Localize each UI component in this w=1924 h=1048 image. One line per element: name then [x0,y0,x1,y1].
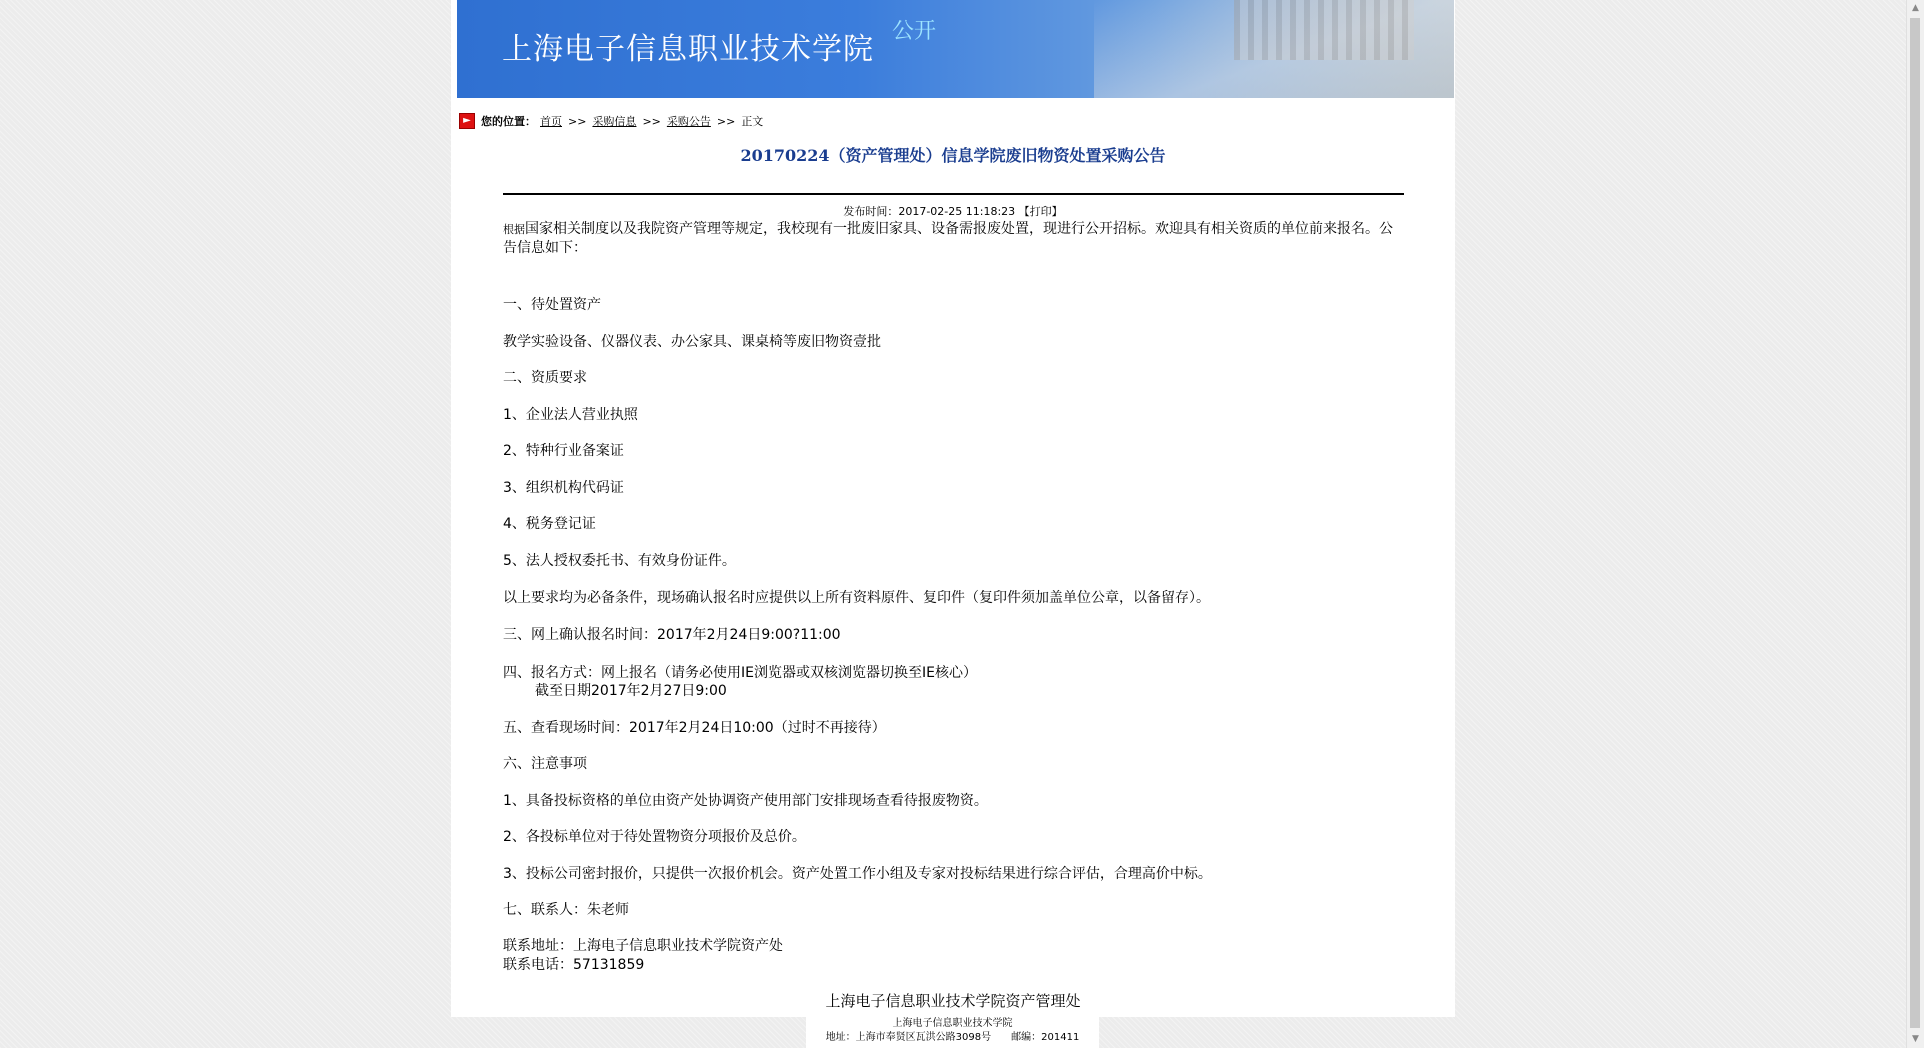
page-container [451,0,1455,1017]
breadcrumb-separator: >> [642,114,661,128]
breadcrumb-label: 您的位置： [481,115,536,128]
article-body [503,220,1403,973]
banner-building-image [1234,0,1414,60]
section-text: 截至日期2017年2月27日9:00 [535,683,727,699]
print-link[interactable]: 【打印】 [1018,205,1063,218]
contact-address: 联系地址：上海电子信息职业技术学院资产处 [503,938,783,954]
site-tag: 公开 [892,19,937,44]
site-title: 上海电子信息职业技术学院 [502,32,874,67]
intro-prefix: 根据 [503,223,525,236]
site-footer [806,1017,1099,1048]
scroll-down-icon[interactable]: ▼ [1912,1034,1919,1044]
title-divider [503,193,1404,195]
list-item: 2、特种行业备案证 [503,443,624,459]
scrollbar-thumb[interactable] [1910,18,1920,1028]
breadcrumb-procurement-link[interactable]: 采购信息 [592,115,637,128]
list-item: 4、税务登记证 [503,516,596,532]
list-item: 1、具备投标资格的单位由资产处协调资产使用部门安排现场查看待报废物资。 [503,793,988,809]
section-heading: 四、报名方式：网上报名（请务必使用IE浏览器或双核浏览器切换至IE核心） [503,665,977,681]
section-text: 教学实验设备、仪器仪表、办公家具、课桌椅等废旧物资壹批 [503,334,881,350]
section-heading: 五、查看现场时间：2017年2月24日10:00（过时不再接待） [503,720,886,736]
breadcrumb-separator: >> [716,114,736,128]
site-banner [457,0,1454,98]
breadcrumb [459,113,763,129]
article-meta [451,203,1455,219]
section-heading: 七、联系人：朱老师 [503,902,629,918]
breadcrumb-announcement-link[interactable]: 采购公告 [666,115,711,128]
intro-paragraph [503,220,1403,257]
section-heading: 三、网上确认报名时间：2017年2月24日9:00?11:00 [503,627,841,643]
section-heading: 六、注意事项 [503,756,587,772]
footer-line: 上海电子信息职业技术学院 [892,1018,1013,1029]
section-heading: 二、资质要求 [503,370,587,386]
list-item: 5、法人授权委托书、有效身份证件。 [503,553,736,569]
list-item: 2、各投标单位对于待处置物资分项报价及总价。 [503,829,806,845]
signature: 上海电子信息职业技术学院资产管理处 [825,992,1081,1010]
article-title: 20170224（资产管理处）信息学院废旧物资处置采购公告 [740,146,1166,165]
breadcrumb-separator: >> [568,114,587,128]
section-heading: 一、待处置资产 [503,297,601,313]
section-text: 以上要求均为必备条件，现场确认报名时应提供以上所有资料原件、复印件（复印件须加盖单位公章，以备留存）。 [503,590,1210,606]
list-item: 3、组织机构代码证 [503,480,624,496]
list-item: 1、企业法人营业执照 [503,407,638,423]
scroll-up-icon[interactable]: ▲ [1912,3,1919,13]
list-item: 3、投标公司密封报价，只提供一次报价机会。资产处置工作小组及专家对投标结果进行综合评估，合理高价中标。 [503,866,1212,882]
location-arrow-icon: ► [459,113,475,129]
footer-address: 地址：上海市奉贤区瓦洪公路3098号 邮编：201411 [825,1032,1080,1043]
publish-time: 发布时间：2017-02-25 11:18:23 [843,205,1016,218]
vertical-scrollbar[interactable] [1906,0,1924,1048]
breadcrumb-home-link[interactable]: 首页 [540,115,562,128]
intro-text: 国家相关制度以及我院资产管理等规定，我校现有一批废旧家具、设备需报废处置，现进行公开招标。欢迎具有相关资质的单位前来报名。公告信息如下： [503,221,1393,256]
breadcrumb-current: 正文 [741,115,764,128]
contact-phone: 联系电话：57131859 [503,957,645,973]
